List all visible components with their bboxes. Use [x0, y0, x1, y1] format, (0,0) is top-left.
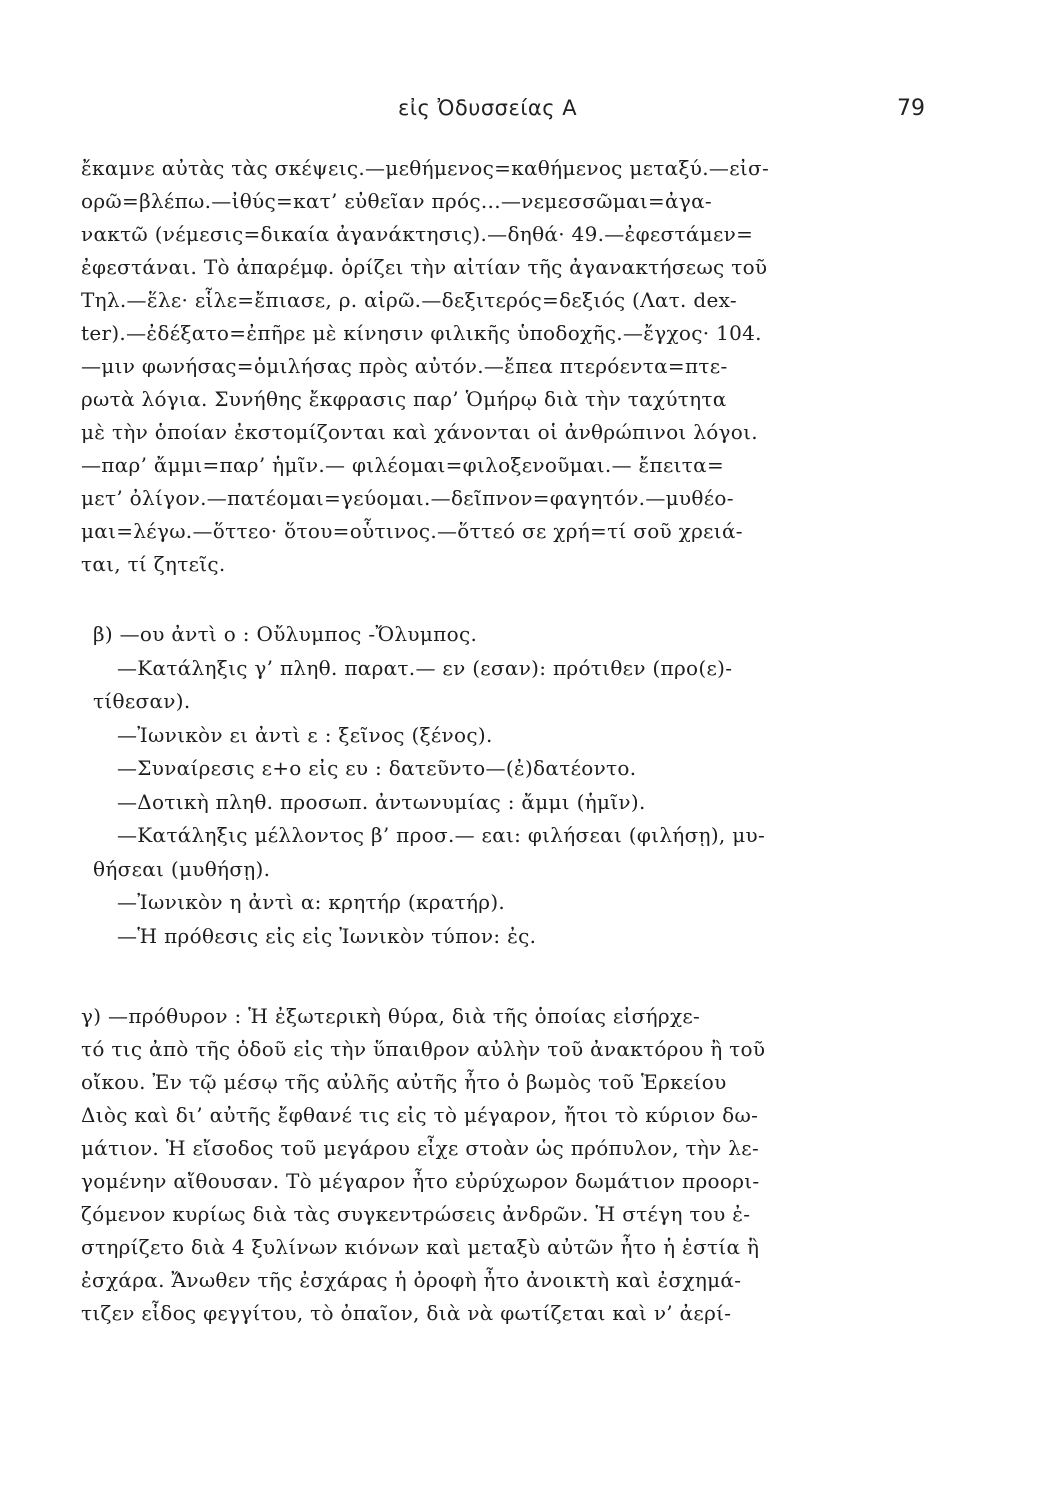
text-line: —Συναίρεσις ε+ο εἰς ευ : δατεῦντο—(ἐ)δατέοντο. — [117, 756, 637, 780]
text-line: οἴκου. Ἐν τῷ μέσῳ τῆς αὐλῆς αὐτῆς ἦτο ὁ βωμὸς τοῦ Ἑρκείου — [81, 1070, 727, 1094]
text-line: ἐφεστάναι. Τὸ ἀπαρέμφ. ὁρίζει τὴν αἰτίαν τῆς ἀγανακτήσεως τοῦ — [81, 255, 768, 279]
text-line: μὲ τὴν ὁποίαν ἐκστομίζονται καὶ χάνονται οἱ ἀνθρώπινοι λόγοι. — [81, 420, 758, 444]
text-line: —παρ’ ἄμμι=παρ’ ἡμῖν.— φιλέομαι=φιλοξενοῦμαι.— ἔπειτα= — [81, 453, 725, 477]
text-line: β) —ου ἀντὶ ο : Οὔλυμπος -Ὄλυμπος. — [93, 622, 478, 646]
text-line: μάτιον. Ἡ εἴσοδος τοῦ μεγάρου εἶχε στοὰν ὡς πρόπυλον, τὴν λε- — [81, 1136, 759, 1160]
text-line: —Ἰωνικὸν η ἀντὶ α: κρητήρ (κρατήρ). — [117, 890, 506, 914]
text-line: γομένην αἴθουσαν. Τὸ μέγαρον ἦτο εὐρύχωρον δωμάτιον προορι- — [81, 1169, 760, 1193]
text-line: ter).—ἐδέξατο=ἐπῆρε μὲ κίνησιν φιλικῆς ὑποδοχῆς.—ἔγχος· 104. — [81, 321, 762, 345]
page-number: 79 — [897, 96, 925, 121]
text-line: μετ’ ὀλίγον.—πατέομαι=γεύομαι.—δεῖπνον=φαγητόν.—μυθέο- — [81, 486, 734, 510]
section-b-grammar-notes — [93, 618, 929, 953]
running-head — [0, 96, 1046, 132]
text-line: ἔκαμνε αὐτὰς τὰς σκέψεις.—μεθήμενος=καθήμενος μεταξύ.—εἰσ- — [81, 156, 770, 180]
text-line: Τηλ.—ἕλε· εἷλε=ἔπιασε, ρ. αἱρῶ.—δεξιτερός=δεξιός (Λατ. dex- — [81, 288, 737, 312]
paragraph-a — [81, 152, 929, 581]
text-line: ται, τί ζητεῖς. — [81, 552, 226, 576]
text-line: —μιν φωνήσας=ὁμιλήσας πρὸς αὐτόν.—ἔπεα πτερόεντα=πτε- — [81, 354, 728, 378]
text-line: Διὸς καὶ δι’ αὐτῆς ἔφθανέ τις εἰς τὸ μέγαρον, ἤτοι τὸ κύριον δω- — [81, 1103, 759, 1127]
text-line: —Κατάληξις γ’ πληθ. παρατ.— εν (εσαν): πρότιθεν (προ(ε)- — [117, 655, 733, 680]
text-line: μαι=λέγω.—ὅττεο· ὅτου=οὗτινος.—ὅττεό σε χρή=τί σοῦ χρειά- — [81, 519, 743, 543]
text-line: —Ἰωνικὸν ει ἀντὶ ε : ξεῖνος (ξένος). — [117, 722, 493, 747]
text-line: στηρίζετο διὰ 4 ξυλίνων κιόνων καὶ μεταξὺ αὐτῶν ἦτο ἡ ἑστία ἢ — [81, 1235, 760, 1259]
text-line: —Κατάληξις μέλλοντος β’ προσ.— εαι: φιλήσεαι (φιλήσῃ), μυ- — [117, 823, 766, 847]
running-title: εἰς Ὀδυσσείας Α — [398, 96, 578, 120]
text-line: τιζεν εἶδος φεγγίτου, τὸ ὀπαῖον, διὰ νὰ φωτίζεται καὶ ν’ ἀερί- — [81, 1301, 732, 1325]
text-line: ορῶ=βλέπω.—ἰθύς=κατ’ εὐθεῖαν πρός...—νεμεσσῶμαι=ἀγα- — [81, 189, 712, 213]
text-line: ζόμενον κυρίως διὰ τὰς συγκεντρώσεις ἀνδρῶν. Ἡ στέγη του ἐ- — [81, 1202, 751, 1226]
text-line: ρωτὰ λόγια. Συνήθης ἔκφρασις παρ’ Ὁμήρῳ διὰ τὴν ταχύτητα — [81, 387, 727, 411]
text-line: —Δοτικὴ πληθ. προσωπ. ἀντωνυμίας : ἄμμι (ἡμῖν). — [117, 789, 646, 814]
text-line: τό τις ἀπὸ τῆς ὁδοῦ εἰς τὴν ὕπαιθρον αὐλὴν τοῦ ἀνακτόρου ἢ τοῦ — [81, 1037, 766, 1061]
text-line: θήσεαι (μυθήσῃ). — [93, 856, 271, 881]
text-line: ἐσχάρα. Ἄνωθεν τῆς ἐσχάρας ἡ ὀροφὴ ἦτο ἀνοικτὴ καὶ ἐσχημά- — [81, 1268, 742, 1292]
text-line: νακτῶ (νέμεσις=δικαία ἀγανάκτησις).—δηθά· 49.—ἐφεστάμεν= — [81, 222, 754, 246]
text-line: τίθεσαν). — [93, 689, 191, 713]
text-line: —Ἡ πρόθεσις εἰς εἰς Ἰωνικὸν τύπον: ἐς. — [117, 923, 537, 948]
text-line: γ) —πρόθυρον : Ἡ ἐξωτερικὴ θύρα, διὰ τῆς ὁποίας εἰσήρχε- — [81, 1004, 701, 1028]
section-c-prothyron — [81, 1000, 929, 1330]
